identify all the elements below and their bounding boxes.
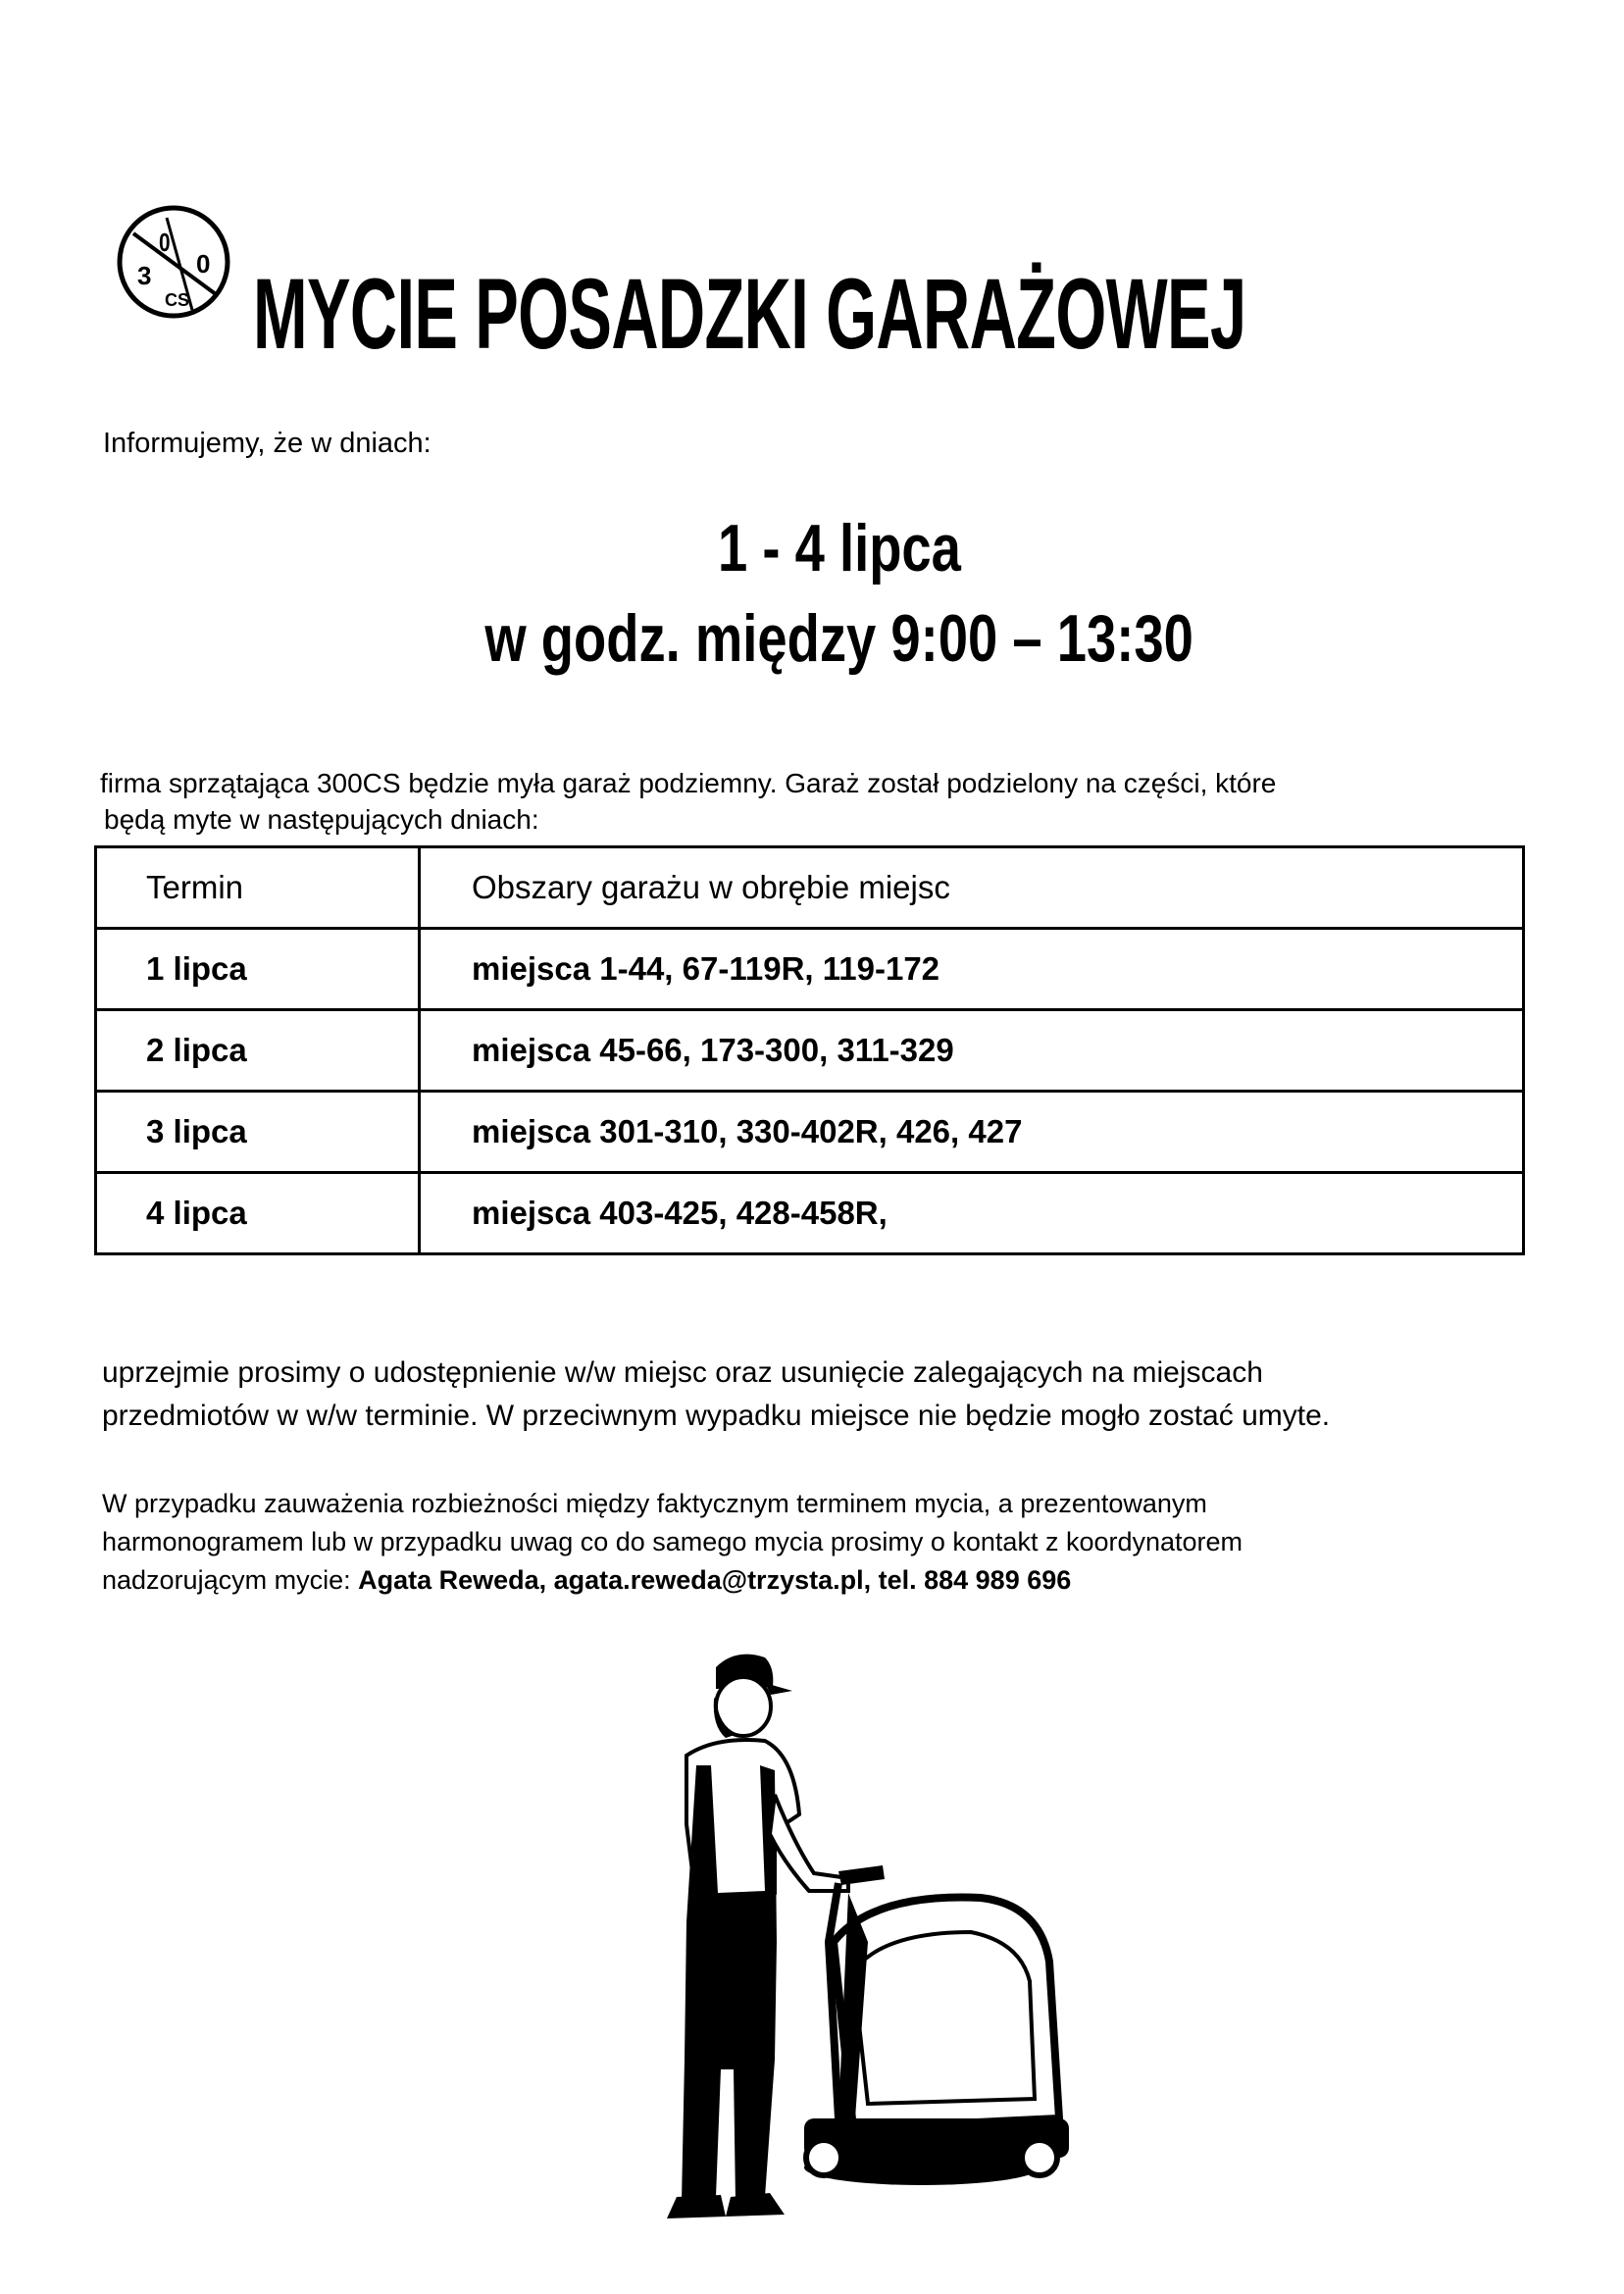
coordinator-contact: Agata Reweda, agata.reweda@trzysta.pl, tel. 884 989 696	[358, 1565, 1072, 1595]
table-row	[96, 1173, 1524, 1254]
contact-note	[102, 1485, 1573, 1600]
headline-hours-text: w godz. między 9:00 – 13:30	[484, 601, 1194, 676]
page-title: MYCIE POSADZKI GARAŻOWEJ	[253, 258, 1246, 370]
row-areas: miejsca 301-310, 330-402R, 426, 427	[420, 1092, 1524, 1173]
svg-text:0: 0	[159, 228, 171, 257]
row-date: 2 lipca	[96, 1010, 420, 1092]
request-line: uprzejmie prosimy o udostępnienie w/w miejsc oraz usunięcie zalegających na miejscach	[102, 1356, 1263, 1389]
headline-dates	[27, 510, 1624, 586]
floor-cleaning-worker-illustration	[628, 1648, 1079, 2226]
table-header-row	[96, 847, 1524, 929]
description-line: firma sprzątająca 300CS będzie myła garaż podziemny. Garaż został podzielony na części, które	[100, 768, 1277, 798]
note-line: W przypadku zauważenia rozbieżności między faktycznym terminem mycia, a prezentowanym	[102, 1489, 1207, 1518]
svg-text:CS: CS	[165, 290, 190, 310]
table-row	[96, 1092, 1524, 1173]
row-areas: miejsca 1-44, 67-119R, 119-172	[420, 929, 1524, 1010]
headline-dates-text: 1 - 4 lipca	[718, 511, 961, 586]
table-row	[96, 1010, 1524, 1092]
row-areas: miejsca 45-66, 173-300, 311-329	[420, 1010, 1524, 1092]
svg-text:0: 0	[196, 249, 211, 279]
column-header: Obszary garażu w obrębie miejsc	[420, 847, 1524, 929]
description-line: będą myte w następujących dniach:	[104, 804, 539, 835]
headline-hours	[27, 600, 1624, 677]
intro-text: Informujemy, że w dniach:	[103, 428, 431, 459]
request-line: przedmiotów w w/w terminie. W przeciwnym wypadku miejsce nie będzie mogło zostać umyte.	[102, 1400, 1331, 1432]
row-date: 3 lipca	[96, 1092, 420, 1173]
note-line: harmonogramem lub w przypadku uwag co do samego mycia prosimy o kontakt z koordynatorem	[102, 1527, 1243, 1556]
column-header: Termin	[96, 847, 420, 929]
request-text	[102, 1351, 1573, 1438]
description	[100, 765, 1551, 838]
row-areas: miejsca 403-425, 428-458R,	[420, 1173, 1524, 1254]
row-date: 1 lipca	[96, 929, 420, 1010]
note-prefix: nadzorującym mycie:	[102, 1565, 359, 1595]
row-date: 4 lipca	[96, 1173, 420, 1254]
company-logo	[116, 204, 231, 320]
svg-text:3: 3	[137, 261, 152, 290]
schedule-table	[94, 845, 1525, 1255]
table-row	[96, 929, 1524, 1010]
note-line	[102, 1561, 1573, 1600]
